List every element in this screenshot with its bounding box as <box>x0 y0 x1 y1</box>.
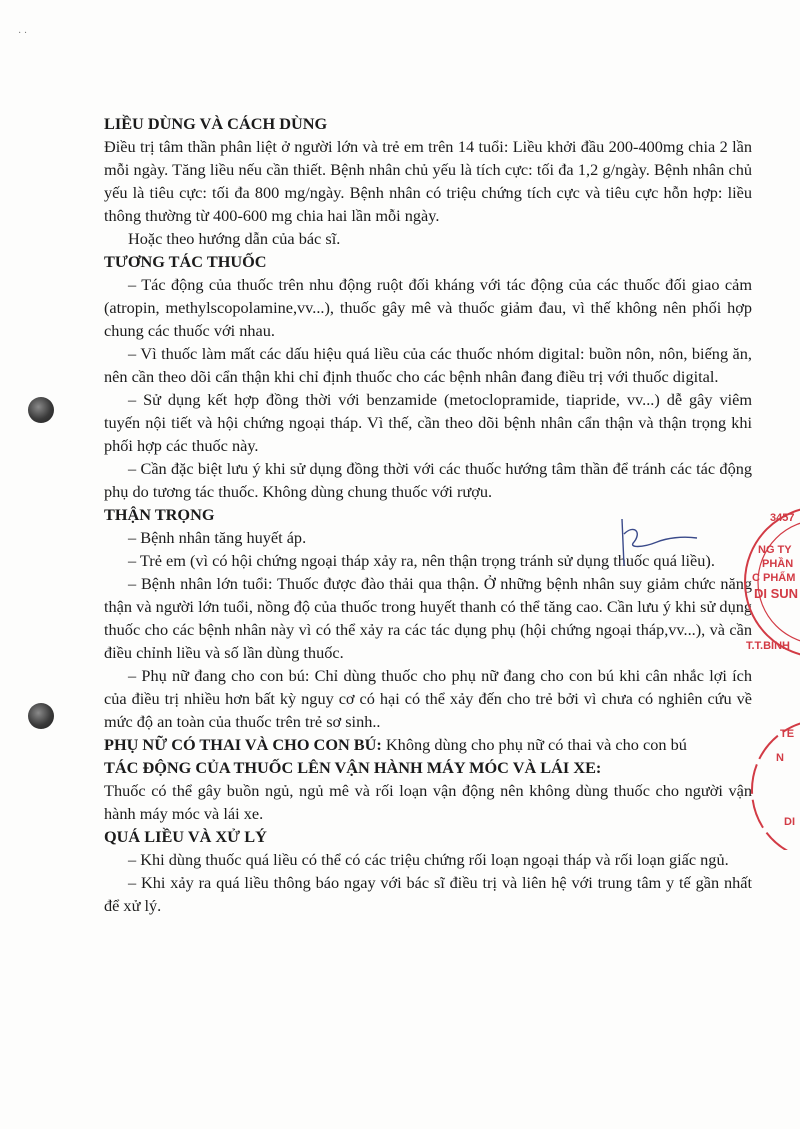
punch-hole-lower <box>28 703 54 729</box>
punch-hole-upper <box>28 397 54 423</box>
stamp-line: PHẦN <box>762 558 794 570</box>
precaution-item: – Phụ nữ đang cho con bú: Chỉ dùng thuốc cho phụ nữ đang cho con bú khi cân nhắc lợi ích của điều trị nhiều hơn bất kỳ nguy cơ có hại có thể xảy đến cho trẻ bởi vì chưa có nghiên cứu về mức độ an toàn của thuốc trên trẻ sơ sinh.. <box>104 666 752 731</box>
company-stamp <box>740 490 800 850</box>
driving-text: Thuốc có thể gây buồn ngủ, ngủ mê và rối loạn vận động nên không dùng thuốc cho người vận hành máy móc và lái xe. <box>104 781 752 823</box>
signature-mark <box>612 514 702 574</box>
overdose-item: – Khi xảy ra quá liều thông báo ngay với bác sĩ điều trị và liên hệ với trung tâm y tế gần nhất để xử lý. <box>104 873 752 915</box>
interaction-item: – Vì thuốc làm mất các dấu hiệu quá liều của các thuốc nhóm digital: buồn nôn, nôn, biếng ăn, nên cần theo dõi cẩn thận khi chỉ định thuốc cho các bệnh nhân đang điều trị với thuốc digital. <box>104 344 752 386</box>
pregnancy-section <box>104 733 752 756</box>
stamp-line: 3457 <box>770 512 795 524</box>
precaution-item: – Trẻ em (vì có hội chứng ngoại tháp xảy ra, nên thận trọng tránh sử dụng thuốc quá liều). <box>128 551 715 570</box>
stamp-line: T.T.BÌNH <box>746 640 790 652</box>
stamp-line: N <box>776 752 784 764</box>
precaution-item: – Bệnh nhân tăng huyết áp. <box>128 528 307 547</box>
dosage-heading: LIỀU DÙNG VÀ CÁCH DÙNG <box>104 114 328 133</box>
precaution-item: – Bệnh nhân lớn tuổi: Thuốc được đào thải qua thận. Ở những bệnh nhân suy giảm chức năng thận và người lớn tuổi, nồng độ của thuốc trong huyết thanh có thể tăng cao. Cần lưu ý khi sử dụng thuốc cho các bệnh nhân này vì có thể xảy ra các tác dụng phụ (hội chứng ngoại tháp,vv...), và cần điều chỉnh liều và số lần dùng thuốc. <box>104 574 752 662</box>
overdose-item: – Khi dùng thuốc quá liều có thể có các triệu chứng rối loạn ngoại tháp và rối loạn giấc ngủ. <box>128 850 729 869</box>
precautions-heading: THẬN TRỌNG <box>104 505 215 524</box>
driving-heading: TÁC ĐỘNG CỦA THUỐC LÊN VẬN HÀNH MÁY MÓC VÀ LÁI XE: <box>104 758 602 777</box>
stamp-line: NG TY <box>758 544 792 556</box>
interaction-item: – Tác động của thuốc trên nhu động ruột đối kháng với tác động của các thuốc đối giao cảm (atropin, methylscopolamine,vv...), thuốc gây mê và thuốc giảm đau, vì thế không nên phối hợp chung các thuốc với nhau. <box>104 275 752 340</box>
stamp-line: C PHẨM <box>752 572 796 584</box>
stamp-line: DI <box>784 816 795 828</box>
dosage-paragraph: Điều trị tâm thần phân liệt ở người lớn và trẻ em trên 14 tuổi: Liều khởi đầu 200-400mg chia 2 lần mỗi ngày. Tăng liều nếu cần thiết. Bệnh nhân chủ yếu là tích cực: tối đa 1,2 g/ngày. Bệnh nhân chủ yếu là tiêu cực: tối đa 800 mg/ngày. Bệnh nhân có triệu chứng tích cực và tiêu cực hỗn hợp: liều thông thường từ 400-600 mg chia hai lần mỗi ngày. <box>104 137 752 225</box>
interaction-item: – Cần đặc biệt lưu ý khi sử dụng đồng thời với các thuốc hướng tâm thần để tránh các tác động phụ do tương tác thuốc. Không dùng chung thuốc với rượu. <box>104 459 752 501</box>
dosage-note: Hoặc theo hướng dẫn của bác sĩ. <box>128 229 341 248</box>
stamp-line: TE <box>780 728 795 740</box>
overdose-heading: QUÁ LIỀU VÀ XỬ LÝ <box>104 827 267 846</box>
interactions-heading: TƯƠNG TÁC THUỐC <box>104 252 267 271</box>
pregnancy-text: Không dùng cho phụ nữ có thai và cho con bú <box>381 735 687 754</box>
interaction-item: – Sử dụng kết hợp đồng thời với benzamide (metoclopramide, tiapride, vv...) dễ gây viêm tuyến nội tiết và hội chứng ngoại tháp. Vì thế, cần theo dõi bệnh nhân cẩn thận và thận trọng khi phối hợp các thuốc này. <box>104 390 752 455</box>
stamp-line: DI SUN <box>754 586 799 601</box>
scan-speck: · · <box>18 28 28 39</box>
pregnancy-lead: PHỤ NỮ CÓ THAI VÀ CHO CON BÚ: <box>104 735 382 754</box>
